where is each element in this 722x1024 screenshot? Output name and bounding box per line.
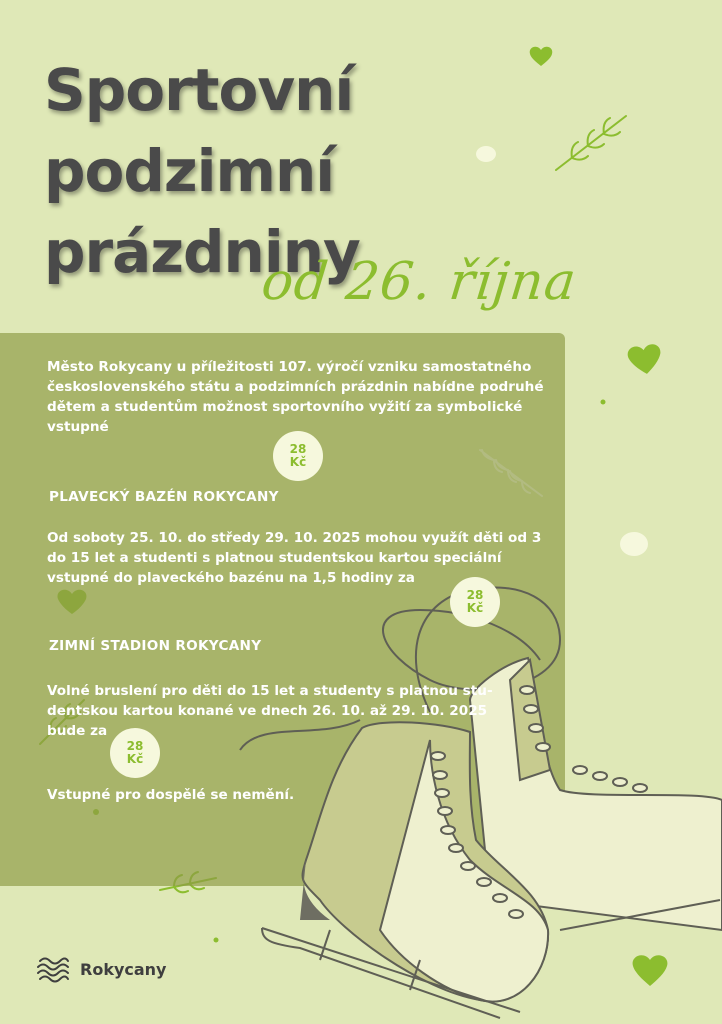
rokycany-logo-icon xyxy=(36,953,70,985)
price-badge xyxy=(110,728,160,778)
title-line-2: podzimní xyxy=(44,137,335,205)
price-currency: Kč xyxy=(126,752,144,766)
ice-text: Volné bruslení pro děti do 15 let a studenty s platnou studentskou kartou konané ve dnech 26. 10. až 29. 10. 2025 bude za xyxy=(47,683,493,739)
price-amount: 28 xyxy=(289,442,307,456)
price-amount: 28 xyxy=(126,739,144,753)
price-currency: Kč xyxy=(289,455,307,469)
title-line-1: Sportovní xyxy=(44,56,354,124)
price-currency: Kč xyxy=(466,601,484,615)
intro-text: Město Rokycany u příležitosti 107. výročí vzniku samostatného československého státu a podzimních prázdnin nabídne podruhé dětem a studentům možnost sportovního vyžití za symbolické vstupné xyxy=(47,359,544,435)
date-subtitle: od 26. října xyxy=(258,252,580,312)
adults-note: Vstupné pro dospělé se nemění. xyxy=(47,787,295,803)
ice-heading: ZIMNÍ STADION ROKYCANY xyxy=(49,638,262,654)
title-line-3: prázdniny xyxy=(44,218,360,286)
price-amount: 28 xyxy=(466,588,484,602)
price-badge xyxy=(450,577,500,627)
pool-text: Od soboty 25. 10. do středy 29. 10. 2025 mohou využít děti od 3 do 15 let a studenti s platnou studentskou kartou speciální vstupné do plaveckého bazénu na 1,5 hodiny za xyxy=(47,530,542,586)
pool-heading: PLAVECKÝ BAZÉN ROKYCANY xyxy=(49,489,279,505)
logo-name: Rokycany xyxy=(80,959,167,979)
rokycany-logo xyxy=(36,953,166,985)
price-badge xyxy=(273,431,323,481)
